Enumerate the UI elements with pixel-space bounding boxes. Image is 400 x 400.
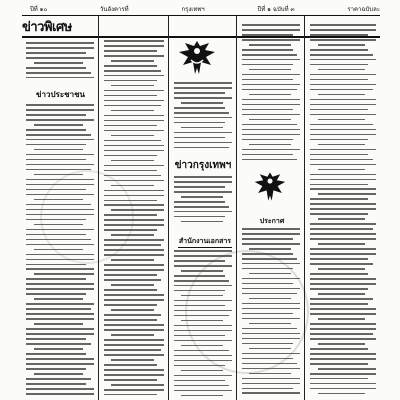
article-text-block [242, 228, 300, 400]
article-text-block [174, 176, 232, 232]
column-divider [168, 16, 169, 400]
garuda-emblem-icon [252, 170, 288, 204]
section-heading: ข่าวกรุงเทพฯ [174, 160, 232, 171]
section-heading: สำนักงานเอกสาร [178, 236, 232, 248]
article-text-block [26, 104, 94, 400]
article-text-block [310, 24, 376, 400]
top-date-text: ปีที่ ๑ ฉบับที่ ๓ [257, 6, 295, 13]
article-text-block [174, 82, 232, 154]
top-place-text: กรุงเทพฯ [181, 6, 205, 13]
top-price-text: ราคาฉบับละ [347, 6, 380, 13]
garuda-emblem-icon [176, 38, 218, 78]
newspaper-masthead: ข่าวพิเศษ [22, 20, 72, 34]
column-divider [304, 16, 305, 400]
top-issue-text: วันอังคารที่ [100, 6, 129, 13]
top-left-text: ปีที่ ๑๐ [30, 6, 48, 13]
section-heading: ประกาศ [259, 216, 285, 225]
article-text-block [104, 40, 164, 400]
article-text-block [174, 250, 232, 400]
newspaper-top-line [30, 4, 380, 14]
section-heading: ข่าวประชาชน [36, 89, 85, 99]
article-text-block [242, 24, 300, 166]
article-text-block [26, 42, 94, 84]
